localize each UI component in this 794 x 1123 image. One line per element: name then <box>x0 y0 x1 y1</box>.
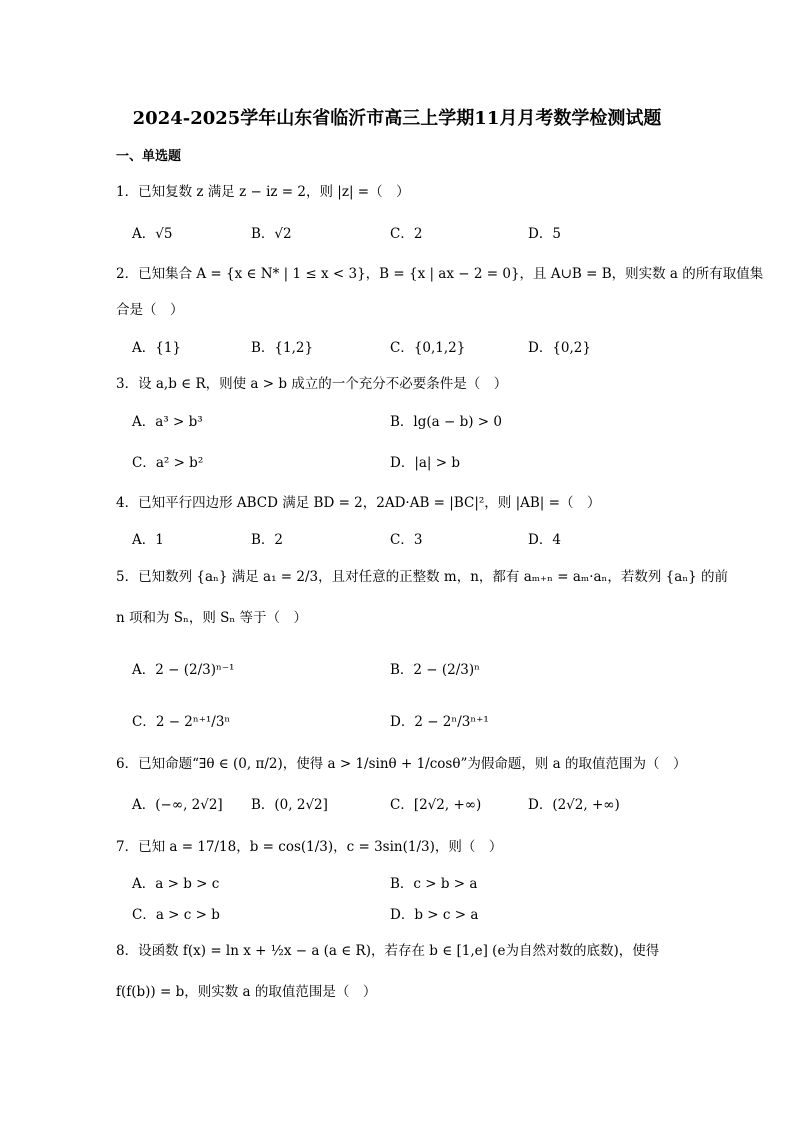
q3-option-c: C．a² > b² <box>132 455 204 471</box>
q1-option-c: C．2 <box>390 226 423 242</box>
q1-option-b: B．√2 <box>251 226 292 242</box>
question-1-stem: 1．已知复数 z 满足 z − iz = 2，则 |z| =（ ） <box>116 184 410 200</box>
q5-option-d: D．2 − 2ⁿ/3ⁿ⁺¹ <box>390 714 489 730</box>
q4-option-a: A．1 <box>132 532 164 548</box>
q1-option-d: D．5 <box>528 226 561 242</box>
question-6-stem: 6．已知命题“∃θ ∈ (0, π/2)，使得 a > 1/sinθ + 1/cosθ”为假命题，则 a 的取值范围为（ ） <box>116 756 687 772</box>
q5-option-c: C．2 − 2ⁿ⁺¹/3ⁿ <box>132 714 231 730</box>
question-4-stem: 4．已知平行四边形 ABCD 满足 BD = 2，2AD·AB = |BC|²，则 |AB| =（ ） <box>116 495 601 511</box>
question-8-line-1: 8．设函数 f(x) = ln x + ½x − a (a ∈ R)，若存在 b ∈ [1,e] (e为自然对数的底数)，使得 <box>116 943 660 959</box>
q5-option-a: A．2 − (2/3)ⁿ⁻¹ <box>132 662 235 678</box>
q6-option-d: D．(2√2, +∞) <box>528 797 620 813</box>
page-title: 2024-2025学年山东省临沂市高三上学期11月月考数学检测试题 <box>132 108 662 129</box>
question-7-stem: 7．已知 a = 17/18，b = cos(1/3)，c = 3sin(1/3)，则（ ） <box>116 839 503 855</box>
q5-option-b: B．2 − (2/3)ⁿ <box>390 662 481 678</box>
question-8-line-2: f(f(b)) = b，则实数 a 的取值范围是（ ） <box>116 984 377 1000</box>
q3-option-a: A．a³ > b³ <box>132 414 203 430</box>
q2-option-c: C．{0,1,2} <box>390 340 466 356</box>
q2-option-b: B．{1,2} <box>251 340 314 356</box>
q7-option-c: C．a > c > b <box>132 907 220 923</box>
q3-option-b: B．lg(a − b) > 0 <box>390 414 502 430</box>
q4-option-c: C．3 <box>390 532 423 548</box>
question-3-stem: 3．设 a,b ∈ R，则使 a > b 成立的一个充分不必要条件是（ ） <box>116 376 508 392</box>
question-5-line-2: n 项和为 Sₙ，则 Sₙ 等于（ ） <box>116 610 308 626</box>
q2-option-a: A．{1} <box>132 340 182 356</box>
q7-option-d: D．b > c > a <box>390 907 479 923</box>
section-heading: 一、单选题 <box>116 149 182 164</box>
q3-option-d: D．|a| > b <box>390 455 461 471</box>
q7-option-a: A．a > b > c <box>132 876 220 892</box>
question-2-line-1: 2．已知集合 A = {x ∈ N* | 1 ≤ x < 3}，B = {x | ax − 2 = 0}，且 A∪B = B，则实数 a 的所有取值集 <box>116 266 764 282</box>
q7-option-b: B．c > b > a <box>390 876 478 892</box>
q2-option-d: D．{0,2} <box>528 340 591 356</box>
q6-option-a: A．(−∞, 2√2] <box>132 797 223 813</box>
q6-option-b: B．(0, 2√2] <box>251 797 328 813</box>
q6-option-c: C．[2√2, +∞) <box>390 797 482 813</box>
q4-option-d: D．4 <box>528 532 561 548</box>
q1-option-a: A．√5 <box>132 226 173 242</box>
question-2-line-2: 合是（ ） <box>116 302 184 318</box>
q4-option-b: B．2 <box>251 532 284 548</box>
question-5-line-1: 5．已知数列 {aₙ} 满足 a₁ = 2/3，且对任意的正整数 m，n，都有 aₘ₊ₙ = aₘ·aₙ，若数列 {aₙ} 的前 <box>116 569 729 585</box>
